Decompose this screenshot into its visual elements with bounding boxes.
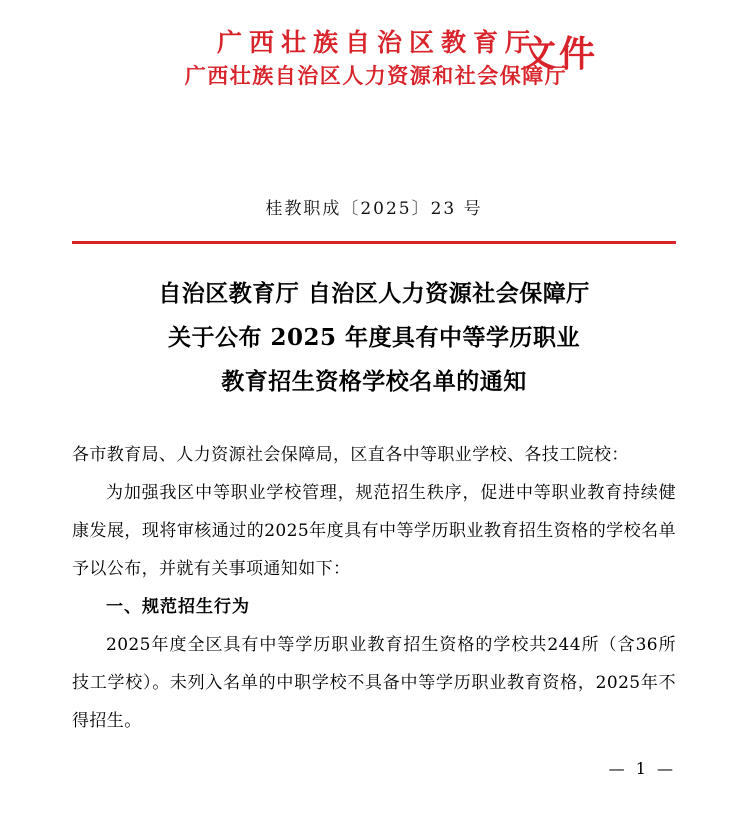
paragraph-section-1-body: 2025年度全区具有中等学历职业教育招生资格的学校共244所（含36所技工学校）。未列入名单的中职学校不具备中等学历职业教育资格，2025年不得招生。	[72, 634, 676, 731]
document-body	[72, 436, 676, 740]
masthead-document-word: 文件	[519, 33, 598, 75]
title-line-2: 关于公布 2025 年度具有中等学历职业	[167, 323, 581, 351]
paragraph-intro: 为加强我区中等职业学校管理，规范招生秩序，促进中等职业教育持续健康发展，现将审核通过的2025年度具有中等学历职业教育招生资格的学校名单予以公布，并就有关事项通知如下：	[72, 482, 676, 579]
masthead-line-2: 广西壮族自治区人力资源和社会保障厅	[184, 63, 568, 88]
section-heading-1: 一、规范招生行为	[106, 596, 250, 617]
page-number-footer: — 1 —	[608, 759, 676, 778]
title-line-3: 教育招生资格学校名单的通知	[221, 367, 527, 395]
page-title	[72, 272, 676, 404]
title-line-1: 自治区教育厅 自治区人力资源社会保障厅	[158, 279, 590, 307]
document-number: 桂教职成〔2025〕23 号	[265, 199, 483, 219]
paragraph-addressee: 各市教育局、人力资源社会保障局，区直各中等职业学校、各技工院校：	[72, 444, 629, 465]
red-divider-rule	[72, 241, 676, 244]
masthead	[72, 0, 676, 138]
masthead-line-1: 广西壮族自治区教育厅	[216, 28, 537, 57]
